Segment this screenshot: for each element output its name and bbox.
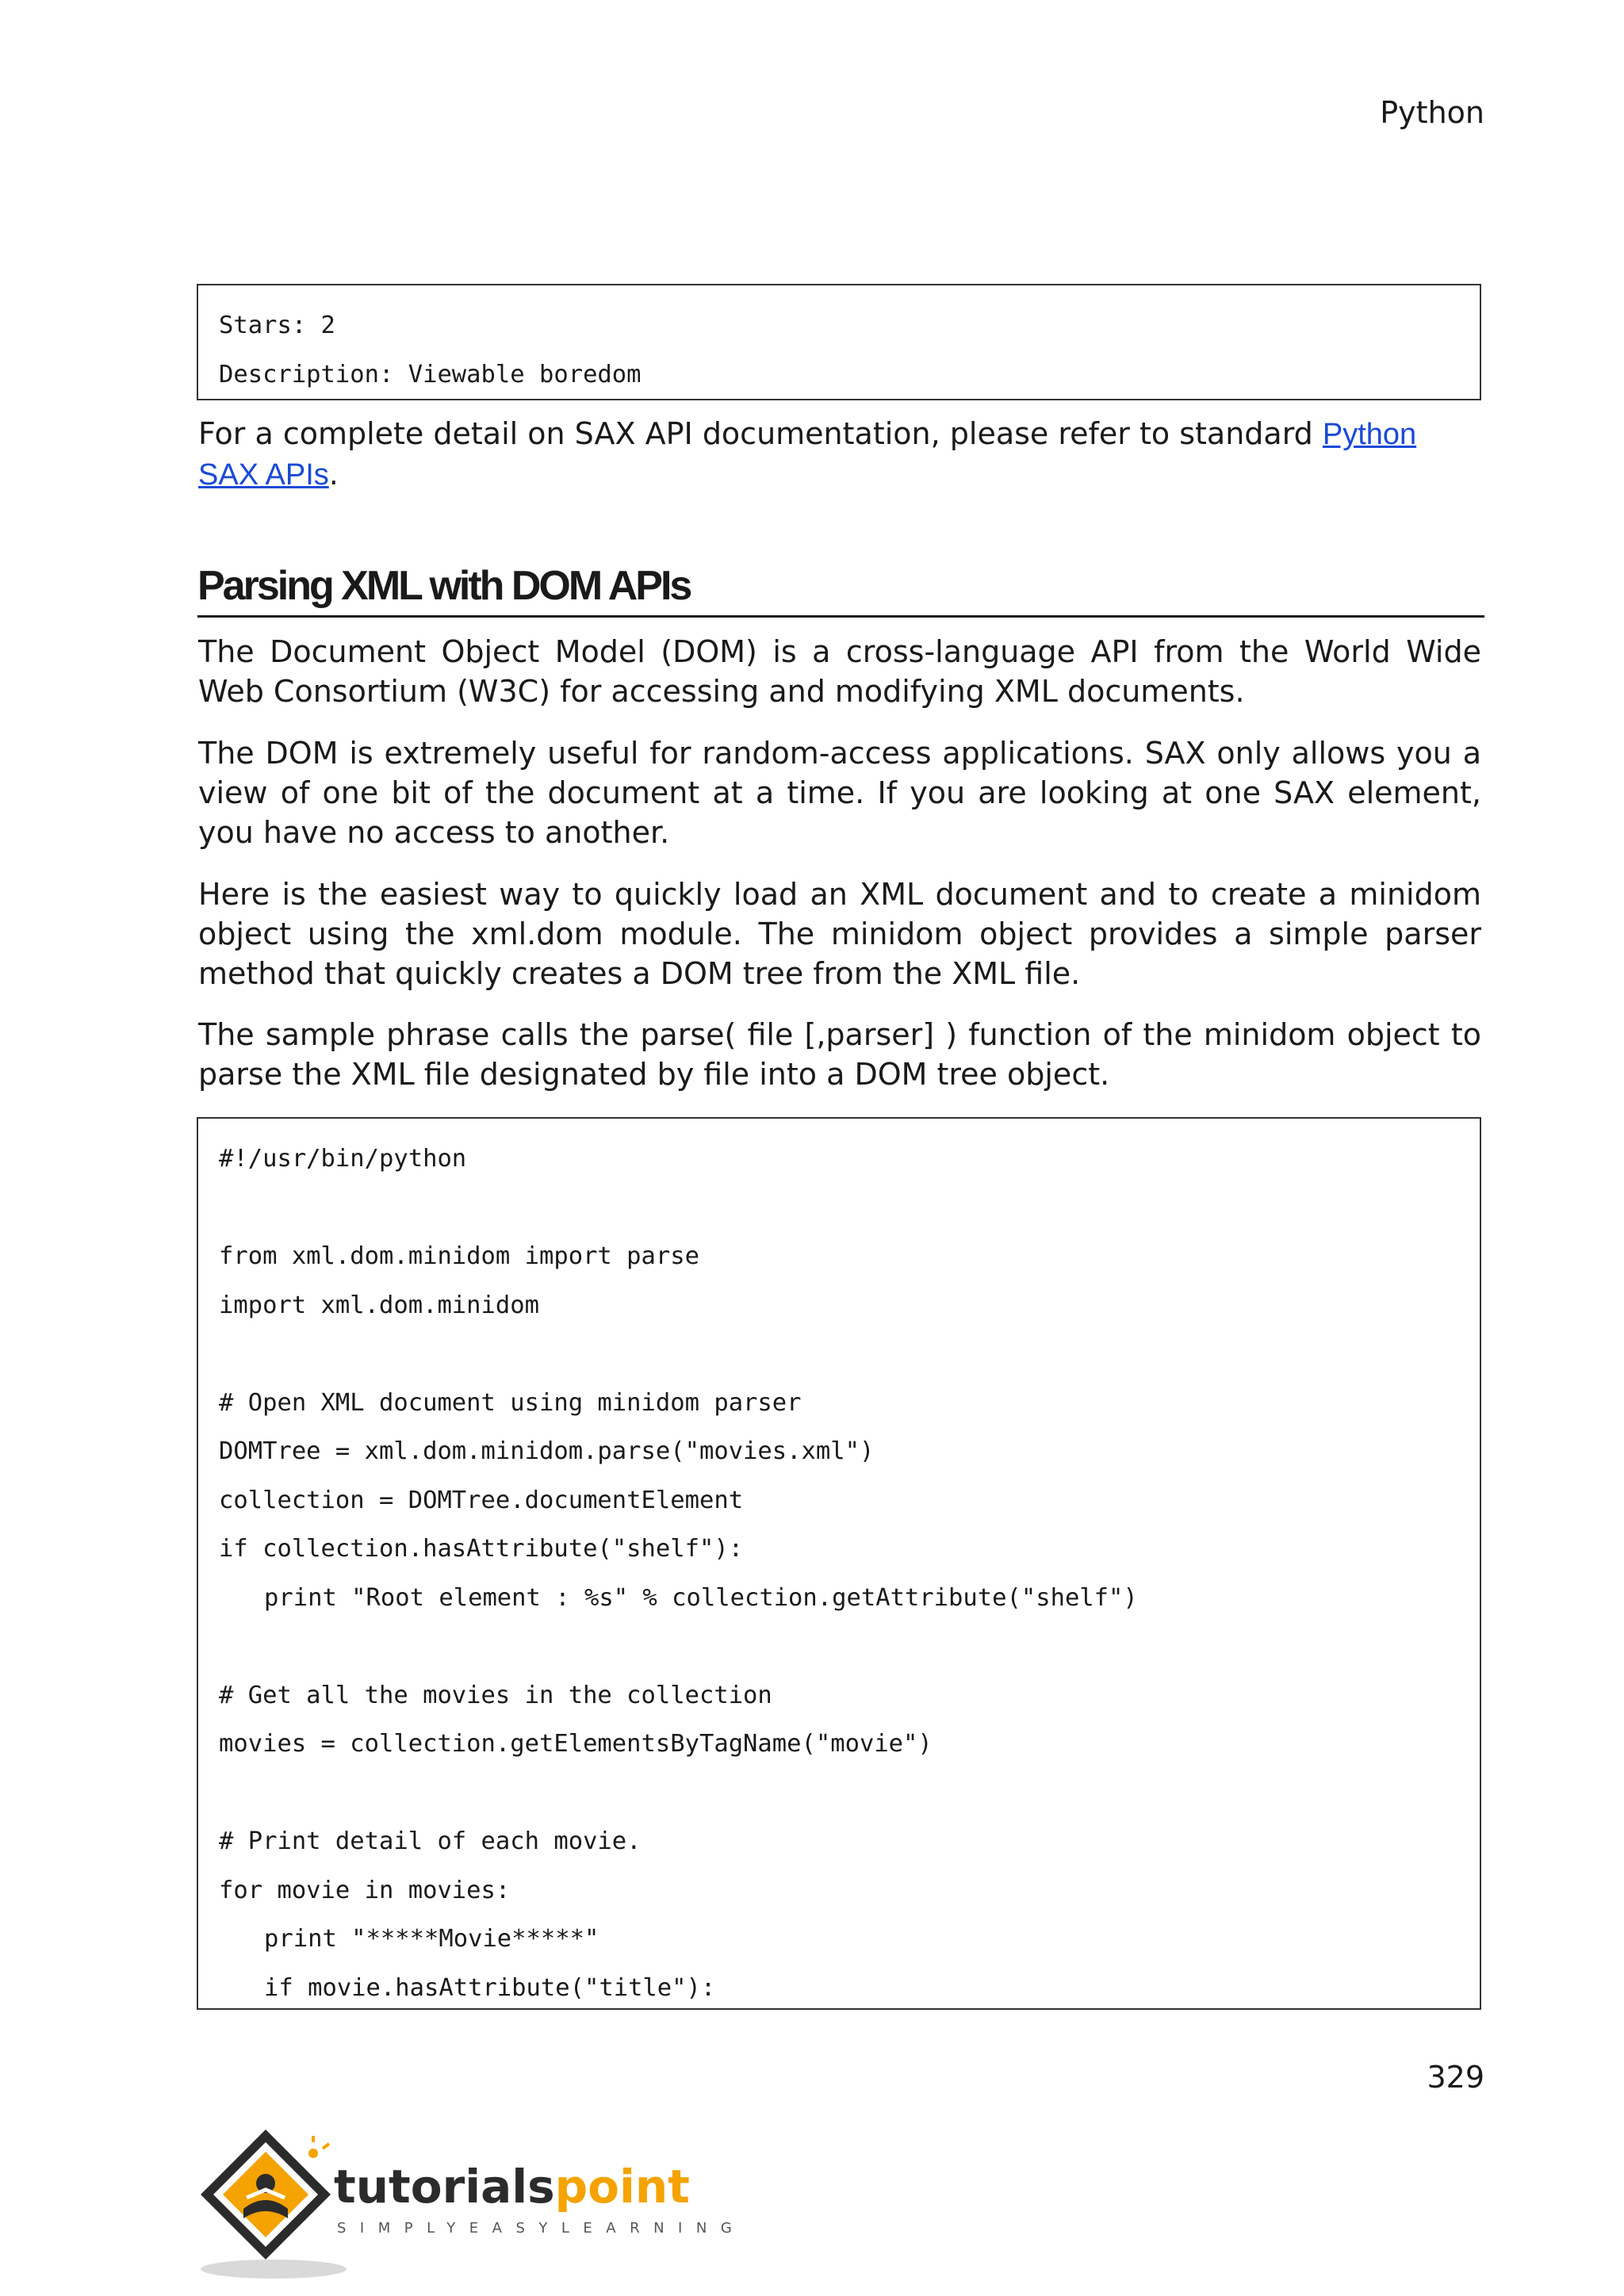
code-line: # Open XML document using minidom parser: [219, 1388, 802, 1417]
body-paragraph: The sample phrase calls the parse( file [,parser] ) function of the minidom object to parse the XML file designated by file into a DOM tree object.: [198, 1017, 1481, 1092]
code-line: Stars: 2: [219, 312, 335, 339]
logo-tagline: SIMPLYEASYLEARNING: [337, 2220, 746, 2237]
code-line: import xml.dom.minidom: [219, 1291, 539, 1319]
body-paragraph: Here is the easiest way to quickly load an XML document and to create a minidom object using the xml.dom module. The minidom object provides a simple parser method that quickly creates a DOM tree from the XML file.: [198, 877, 1481, 991]
code-line: print "Root element : %s" % collection.getAttribute("shelf"): [264, 1583, 1138, 1612]
body-paragraph: The Document Object Model (DOM) is a cross-language API from the World Wide Web Consortium (W3C) for accessing and modifying XML documents.: [198, 634, 1481, 709]
code-line: if movie.hasAttribute("title"):: [264, 1973, 716, 2002]
code-line: [219, 1622, 1459, 1671]
tutorialspoint-logo: [194, 2125, 746, 2280]
logo-wordmark: [334, 2161, 690, 2212]
python-sax-apis-link[interactable]: Python SAX APIs: [198, 418, 1417, 492]
code-line: print "*****Movie*****": [264, 1925, 599, 1953]
code-line: # Print detail of each movie.: [219, 1827, 642, 1855]
code-line: Description: Viewable boredom: [219, 360, 642, 388]
code-line: # Get all the movies in the collection: [219, 1681, 772, 1709]
logo-word-point: point: [554, 2160, 690, 2214]
code-block-python: [197, 1117, 1481, 2010]
code-line: [219, 1330, 1459, 1379]
code-line: movies = collection.getElementsByTagName("movie"): [219, 1730, 933, 1758]
code-line: if collection.hasAttribute("shelf"):: [219, 1535, 744, 1563]
logo-word-tutorials: tutorials: [334, 2160, 555, 2214]
intro-paragraph: [198, 414, 1481, 495]
code-line: for movie in movies:: [219, 1876, 511, 1904]
code-line: DOMTree = xml.dom.minidom.parse("movies.xml"): [219, 1437, 875, 1465]
code-line: [219, 1769, 1459, 1818]
code-line: collection = DOMTree.documentElement: [219, 1486, 744, 1514]
code-line: from xml.dom.minidom import parse: [219, 1242, 699, 1270]
page-number: 329: [1427, 2060, 1484, 2095]
code-line: #!/usr/bin/python: [219, 1145, 467, 1173]
logo-emblem-icon: [194, 2125, 353, 2280]
code-block-output: [197, 284, 1481, 400]
section-heading: Parsing XML with DOM APIs: [197, 560, 1484, 618]
body-paragraph: The DOM is extremely useful for random-access applications. SAX only allows you a view of one bit of the document at a time. If you are looking at one SAX element, you have no access to another.: [198, 736, 1481, 850]
code-line: [219, 1184, 1459, 1233]
intro-trailing: .: [328, 457, 339, 492]
intro-text: For a complete detail on SAX API documentation, please refer to standard: [198, 416, 1323, 451]
running-header-title: Python: [1380, 95, 1484, 130]
